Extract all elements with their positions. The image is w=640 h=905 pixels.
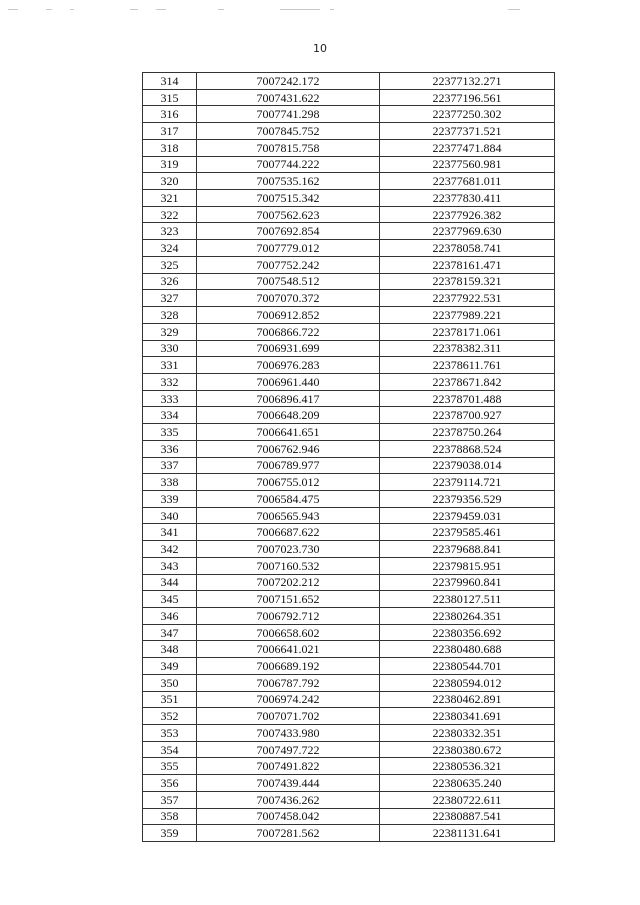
x-coordinate-cell: 7006565.943 [197,507,380,524]
y-coordinate-cell: 22380462.891 [380,691,555,708]
point-number-cell: 359 [143,825,197,842]
point-number-cell: 318 [143,139,197,156]
table-row [143,357,555,374]
x-coordinate-cell: 7007281.562 [197,825,380,842]
point-number-cell: 320 [143,173,197,190]
point-number-cell: 324 [143,240,197,257]
y-coordinate-cell: 22377969.630 [380,223,555,240]
table-row [143,725,555,742]
y-coordinate-cell: 22379960.841 [380,574,555,591]
y-coordinate-cell: 22379114.721 [380,474,555,491]
point-number-cell: 315 [143,89,197,106]
table-row [143,624,555,641]
table-row [143,323,555,340]
point-number-cell: 348 [143,641,197,658]
y-coordinate-cell: 22379688.841 [380,541,555,558]
point-number-cell: 356 [143,775,197,792]
table-row [143,791,555,808]
y-coordinate-cell: 22378701.488 [380,390,555,407]
point-number-cell: 353 [143,725,197,742]
x-coordinate-cell: 7007515.342 [197,190,380,207]
y-coordinate-cell: 22378171.061 [380,323,555,340]
point-number-cell: 331 [143,357,197,374]
point-number-cell: 338 [143,474,197,491]
table-row [143,240,555,257]
x-coordinate-cell: 7007744.222 [197,156,380,173]
y-coordinate-cell: 22377681.011 [380,173,555,190]
y-coordinate-cell: 22377922.531 [380,290,555,307]
table-row [143,474,555,491]
table-row [143,741,555,758]
table-row [143,190,555,207]
table-row [143,574,555,591]
table-row [143,658,555,675]
x-coordinate-cell: 7006658.602 [197,624,380,641]
y-coordinate-cell: 22380341.691 [380,708,555,725]
x-coordinate-cell: 7006584.475 [197,490,380,507]
x-coordinate-cell: 7006687.622 [197,524,380,541]
y-coordinate-cell: 22378159.321 [380,273,555,290]
y-coordinate-cell: 22377132.271 [380,73,555,90]
x-coordinate-cell: 7007692.854 [197,223,380,240]
y-coordinate-cell: 22380635.240 [380,775,555,792]
y-coordinate-cell: 22378671.842 [380,373,555,390]
table-row [143,223,555,240]
y-coordinate-cell: 22378868.524 [380,440,555,457]
point-number-cell: 337 [143,457,197,474]
y-coordinate-cell: 22379356.529 [380,490,555,507]
point-number-cell: 336 [143,440,197,457]
y-coordinate-cell: 22377926.382 [380,206,555,223]
table-row [143,457,555,474]
y-coordinate-cell: 22380356.692 [380,624,555,641]
y-coordinate-cell: 22377196.561 [380,89,555,106]
y-coordinate-cell: 22380480.688 [380,641,555,658]
point-number-cell: 325 [143,256,197,273]
x-coordinate-cell: 7007436.262 [197,791,380,808]
point-number-cell: 314 [143,73,197,90]
point-number-cell: 335 [143,424,197,441]
point-number-cell: 317 [143,123,197,140]
scan-artifact-marks [8,6,628,14]
table-row [143,156,555,173]
y-coordinate-cell: 22377560.981 [380,156,555,173]
table-row [143,273,555,290]
point-number-cell: 350 [143,674,197,691]
x-coordinate-cell: 7006789.977 [197,457,380,474]
x-coordinate-cell: 7006641.021 [197,641,380,658]
x-coordinate-cell: 7007439.444 [197,775,380,792]
table-row [143,557,555,574]
x-coordinate-cell: 7007752.242 [197,256,380,273]
table-row [143,541,555,558]
x-coordinate-cell: 7007845.752 [197,123,380,140]
table-row [143,490,555,507]
y-coordinate-cell: 22380536.321 [380,758,555,775]
table-row [143,591,555,608]
x-coordinate-cell: 7007779.012 [197,240,380,257]
point-number-cell: 341 [143,524,197,541]
x-coordinate-cell: 7006974.242 [197,691,380,708]
y-coordinate-cell: 22377471.884 [380,139,555,156]
y-coordinate-cell: 22378700.927 [380,407,555,424]
table-row [143,290,555,307]
point-number-cell: 327 [143,290,197,307]
point-number-cell: 355 [143,758,197,775]
x-coordinate-cell: 7007433.980 [197,725,380,742]
x-coordinate-cell: 7006755.012 [197,474,380,491]
point-number-cell: 354 [143,741,197,758]
point-number-cell: 340 [143,507,197,524]
point-number-cell: 319 [143,156,197,173]
table-row [143,106,555,123]
x-coordinate-cell: 7007535.162 [197,173,380,190]
table-row [143,173,555,190]
point-number-cell: 342 [143,541,197,558]
y-coordinate-cell: 22380544.701 [380,658,555,675]
x-coordinate-cell: 7007151.652 [197,591,380,608]
table-row [143,524,555,541]
x-coordinate-cell: 7007070.372 [197,290,380,307]
table-row [143,608,555,625]
x-coordinate-cell: 7007497.722 [197,741,380,758]
point-number-cell: 316 [143,106,197,123]
point-number-cell: 357 [143,791,197,808]
table-row [143,256,555,273]
point-number-cell: 343 [143,557,197,574]
table-row [143,139,555,156]
y-coordinate-cell: 22380332.351 [380,725,555,742]
x-coordinate-cell: 7007242.172 [197,73,380,90]
x-coordinate-cell: 7007491.822 [197,758,380,775]
y-coordinate-cell: 22381131.641 [380,825,555,842]
y-coordinate-cell: 22380722.611 [380,791,555,808]
y-coordinate-cell: 22380887.541 [380,808,555,825]
x-coordinate-cell: 7006689.192 [197,658,380,675]
x-coordinate-cell: 7007160.532 [197,557,380,574]
point-number-cell: 332 [143,373,197,390]
coordinates-table-body [143,73,555,842]
x-coordinate-cell: 7006787.792 [197,674,380,691]
x-coordinate-cell: 7007562.623 [197,206,380,223]
point-number-cell: 323 [143,223,197,240]
y-coordinate-cell: 22378750.264 [380,424,555,441]
point-number-cell: 346 [143,608,197,625]
x-coordinate-cell: 7006961.440 [197,373,380,390]
x-coordinate-cell: 7006648.209 [197,407,380,424]
table-row [143,808,555,825]
y-coordinate-cell: 22380594.012 [380,674,555,691]
y-coordinate-cell: 22380264.351 [380,608,555,625]
point-number-cell: 326 [143,273,197,290]
x-coordinate-cell: 7006792.712 [197,608,380,625]
point-number-cell: 322 [143,206,197,223]
table-row [143,390,555,407]
point-number-cell: 345 [143,591,197,608]
x-coordinate-cell: 7007815.758 [197,139,380,156]
x-coordinate-cell: 7007202.212 [197,574,380,591]
y-coordinate-cell: 22377989.221 [380,307,555,324]
point-number-cell: 328 [143,307,197,324]
point-number-cell: 321 [143,190,197,207]
point-number-cell: 349 [143,658,197,675]
x-coordinate-cell: 7007071.702 [197,708,380,725]
table-row [143,73,555,90]
y-coordinate-cell: 22379459.031 [380,507,555,524]
x-coordinate-cell: 7007458.042 [197,808,380,825]
x-coordinate-cell: 7006641.651 [197,424,380,441]
table-row [143,641,555,658]
table-row [143,340,555,357]
y-coordinate-cell: 22377250.302 [380,106,555,123]
table-row [143,775,555,792]
table-row [143,507,555,524]
table-row [143,758,555,775]
point-number-cell: 339 [143,490,197,507]
table-row [143,307,555,324]
x-coordinate-cell: 7006866.722 [197,323,380,340]
x-coordinate-cell: 7006762.946 [197,440,380,457]
x-coordinate-cell: 7007431.622 [197,89,380,106]
table-row [143,691,555,708]
table-row [143,89,555,106]
point-number-cell: 330 [143,340,197,357]
x-coordinate-cell: 7006912.852 [197,307,380,324]
point-number-cell: 344 [143,574,197,591]
table-row [143,825,555,842]
y-coordinate-cell: 22380127.511 [380,591,555,608]
table-row [143,206,555,223]
point-number-cell: 329 [143,323,197,340]
table-row [143,407,555,424]
coordinates-table [142,72,555,842]
y-coordinate-cell: 22378161.471 [380,256,555,273]
y-coordinate-cell: 22379585.461 [380,524,555,541]
x-coordinate-cell: 7006976.283 [197,357,380,374]
point-number-cell: 347 [143,624,197,641]
point-number-cell: 333 [143,390,197,407]
x-coordinate-cell: 7006931.699 [197,340,380,357]
point-number-cell: 352 [143,708,197,725]
y-coordinate-cell: 22377371.521 [380,123,555,140]
table-row [143,440,555,457]
y-coordinate-cell: 22379815.951 [380,557,555,574]
table-row [143,674,555,691]
x-coordinate-cell: 7007741.298 [197,106,380,123]
table-row [143,424,555,441]
x-coordinate-cell: 7007023.730 [197,541,380,558]
y-coordinate-cell: 22378382.311 [380,340,555,357]
y-coordinate-cell: 22378611.761 [380,357,555,374]
table-row [143,708,555,725]
table-row [143,373,555,390]
table-row [143,123,555,140]
point-number-cell: 334 [143,407,197,424]
x-coordinate-cell: 7006896.417 [197,390,380,407]
y-coordinate-cell: 22377830.411 [380,190,555,207]
point-number-cell: 351 [143,691,197,708]
y-coordinate-cell: 22380380.672 [380,741,555,758]
x-coordinate-cell: 7007548.512 [197,273,380,290]
page-number: 10 [313,42,327,55]
y-coordinate-cell: 22378058.741 [380,240,555,257]
y-coordinate-cell: 22379038.014 [380,457,555,474]
point-number-cell: 358 [143,808,197,825]
